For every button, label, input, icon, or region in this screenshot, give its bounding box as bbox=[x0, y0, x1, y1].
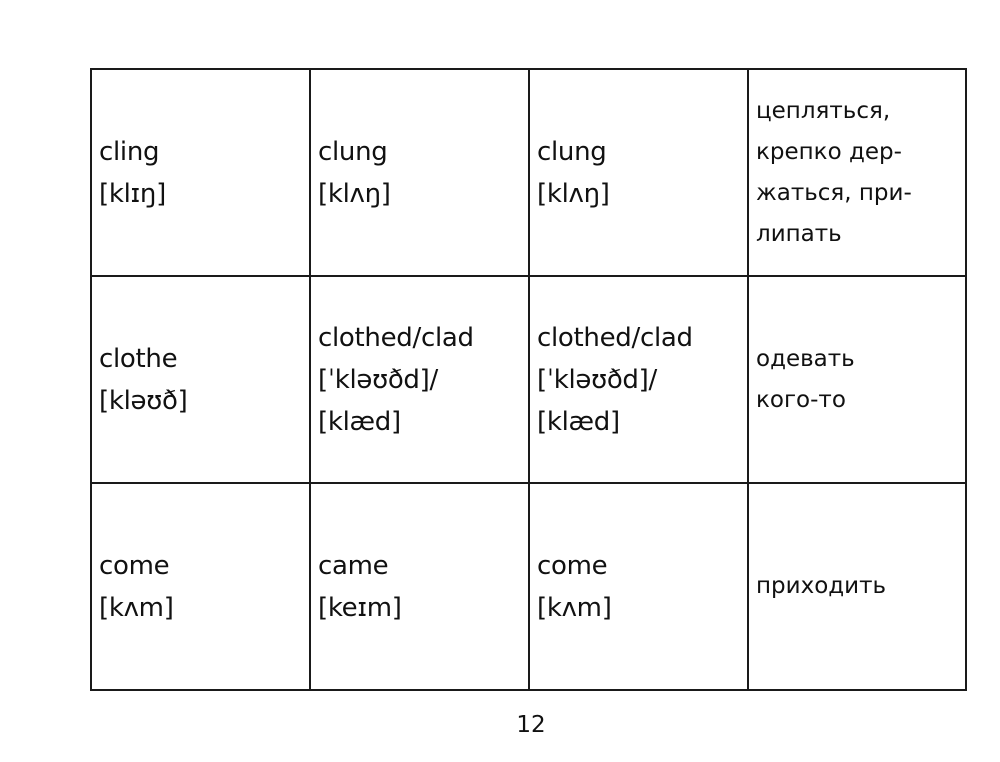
translation-line: крепко дер- bbox=[756, 138, 902, 165]
verb-transcription: [kləʊð] bbox=[99, 385, 188, 416]
verb-transcription: [klæd] bbox=[318, 406, 401, 437]
verb-word: cling bbox=[99, 136, 160, 167]
translation-cell bbox=[748, 483, 966, 690]
verb-transcription: [klʌŋ] bbox=[537, 178, 610, 209]
verb-transcription: [klæd] bbox=[537, 406, 620, 437]
past-participle-cell bbox=[529, 276, 748, 483]
base-form-cell bbox=[91, 69, 310, 276]
verb-word: come bbox=[537, 550, 608, 581]
base-form-cell bbox=[91, 276, 310, 483]
verb-word: clung bbox=[318, 136, 388, 167]
page-number: 12 bbox=[516, 712, 546, 738]
verb-transcription: [klʌŋ] bbox=[318, 178, 391, 209]
base-form-cell bbox=[91, 483, 310, 690]
verb-word: clothe bbox=[99, 343, 178, 374]
translation-line: липать bbox=[756, 220, 842, 247]
translation-line: цепляться, bbox=[756, 97, 891, 124]
verb-transcription: [ˈkləʊðd]/ bbox=[537, 364, 657, 395]
verb-transcription: [ˈkləʊðd]/ bbox=[318, 364, 438, 395]
verb-transcription: [klɪŋ] bbox=[99, 178, 166, 209]
verb-word: clothed/clad bbox=[537, 322, 693, 353]
past-simple-cell bbox=[310, 69, 529, 276]
verb-word: come bbox=[99, 550, 170, 581]
table-row bbox=[91, 276, 966, 483]
table-row bbox=[91, 69, 966, 276]
translation-line: одевать bbox=[756, 345, 855, 372]
verb-word: clung bbox=[537, 136, 607, 167]
table-row bbox=[91, 483, 966, 690]
past-simple-cell bbox=[310, 276, 529, 483]
past-participle-cell bbox=[529, 69, 748, 276]
translation-cell bbox=[748, 69, 966, 276]
translation-line: жаться, при- bbox=[756, 179, 912, 206]
translation-line: кого-то bbox=[756, 386, 846, 413]
verb-transcription: [kʌm] bbox=[537, 592, 612, 623]
verb-transcription: [keɪm] bbox=[318, 592, 402, 623]
verb-word: clothed/clad bbox=[318, 322, 474, 353]
verb-word: came bbox=[318, 550, 389, 581]
verb-transcription: [kʌm] bbox=[99, 592, 174, 623]
translation-line: приходить bbox=[756, 573, 887, 599]
irregular-verbs-table bbox=[90, 68, 967, 691]
translation-cell bbox=[748, 276, 966, 483]
past-participle-cell bbox=[529, 483, 748, 690]
past-simple-cell bbox=[310, 483, 529, 690]
